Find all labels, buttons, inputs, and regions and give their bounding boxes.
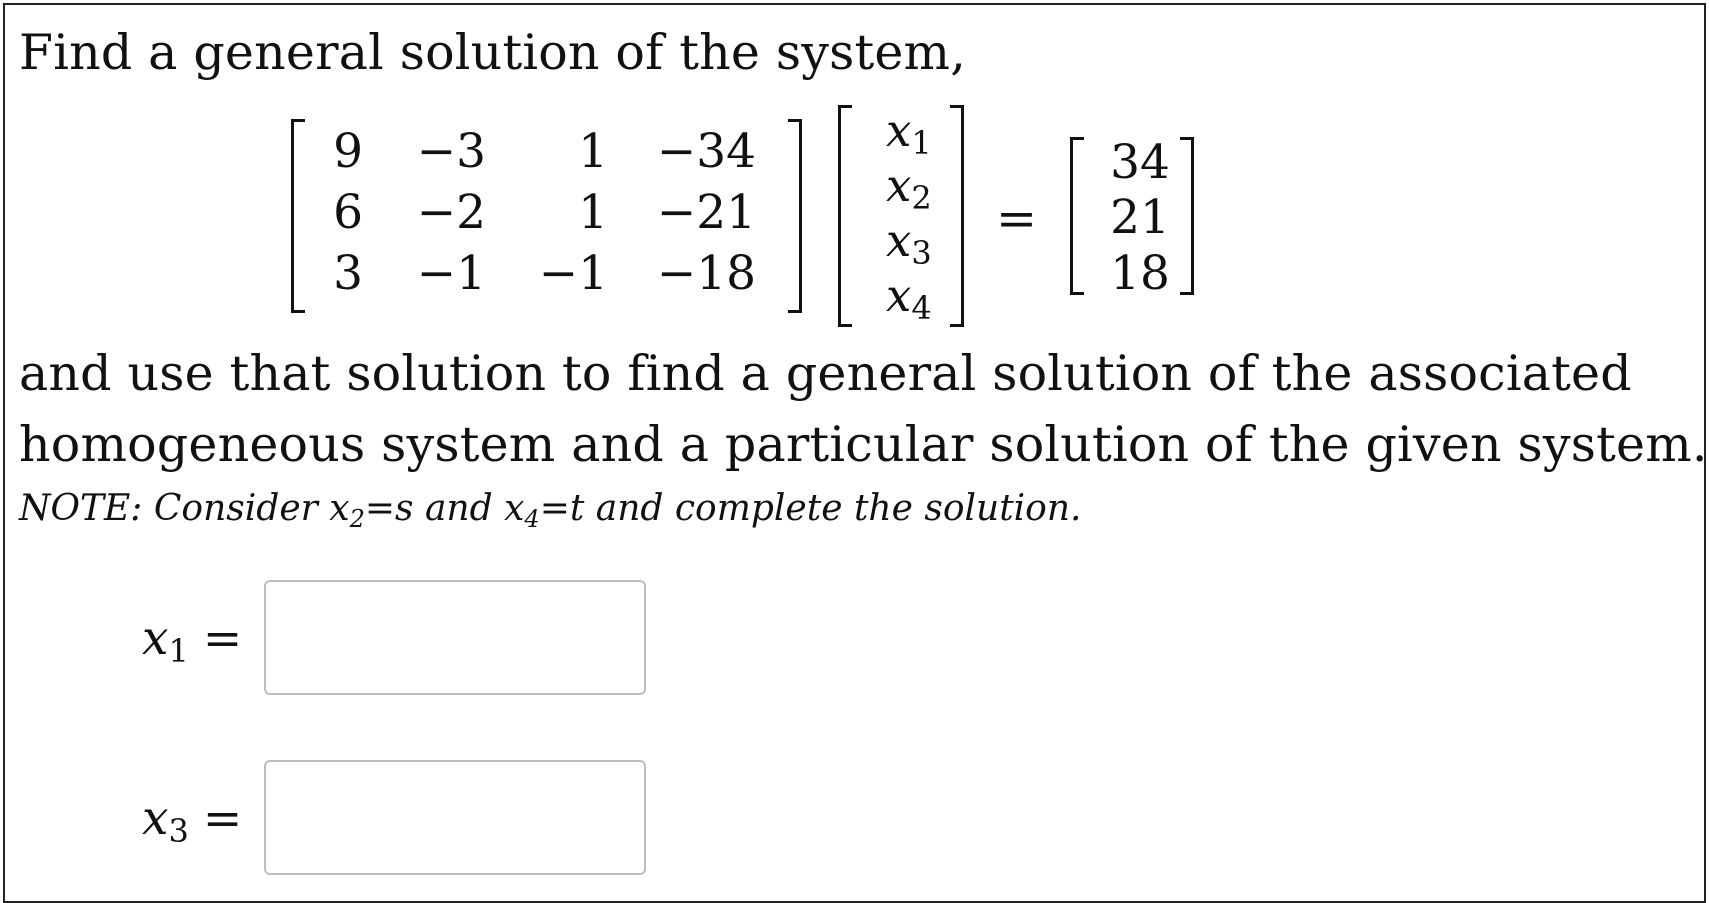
problem-continuation-line1: and use that solution to find a general solution of the associated — [19, 345, 1632, 402]
matrix-cell-r2c1: 6 — [333, 185, 363, 240]
rhs-right-bracket — [1180, 137, 1194, 295]
answer-label-x3: $x_3$ = — [142, 791, 243, 850]
answer-label-x1: $x_1$ = — [142, 611, 243, 670]
rhs-entry-1: 34 — [1110, 135, 1170, 190]
matrix-cell-r3c2: −1 — [416, 246, 486, 301]
vector-left-bracket — [838, 105, 852, 327]
matrix-cell-r2c4: −21 — [656, 185, 756, 240]
matrix-cell-r2c3: 1 — [578, 185, 608, 240]
rhs-left-bracket — [1070, 137, 1084, 295]
matrix-cell-r2c2: −2 — [416, 185, 486, 240]
rhs-entry-3: 18 — [1110, 246, 1170, 301]
matrix-cell-r3c1: 3 — [333, 246, 363, 301]
matrix-right-bracket — [788, 119, 802, 313]
matrix-cell-r3c3: −1 — [538, 246, 608, 301]
matrix-cell-r1c4: −34 — [656, 124, 756, 179]
rhs-entry-2: 21 — [1110, 190, 1170, 245]
vector-right-bracket — [950, 105, 964, 327]
answer-input-x1[interactable] — [264, 580, 646, 695]
problem-continuation-line2: homogeneous system and a particular solution of the given system. — [19, 416, 1708, 473]
vector-entry-1: $x_1$ — [886, 104, 932, 162]
problem-intro: Find a general solution of the system, — [19, 24, 966, 81]
vector-entry-4: $x_4$ — [886, 269, 932, 327]
vector-entry-3: $x_3$ — [886, 214, 932, 272]
matrix-cell-r3c4: −18 — [656, 246, 756, 301]
matrix-cell-r1c2: −3 — [416, 124, 486, 179]
vector-entry-2: $x_2$ — [886, 159, 932, 217]
answer-input-x3[interactable] — [264, 760, 646, 875]
matrix-cell-r1c1: 9 — [333, 124, 363, 179]
matrix-cell-r1c3: 1 — [578, 124, 608, 179]
problem-note: NOTE: Consider $x_2=s$ and $x_4=t$ and complete the solution. — [19, 488, 1082, 533]
equals-sign: = — [996, 190, 1038, 247]
